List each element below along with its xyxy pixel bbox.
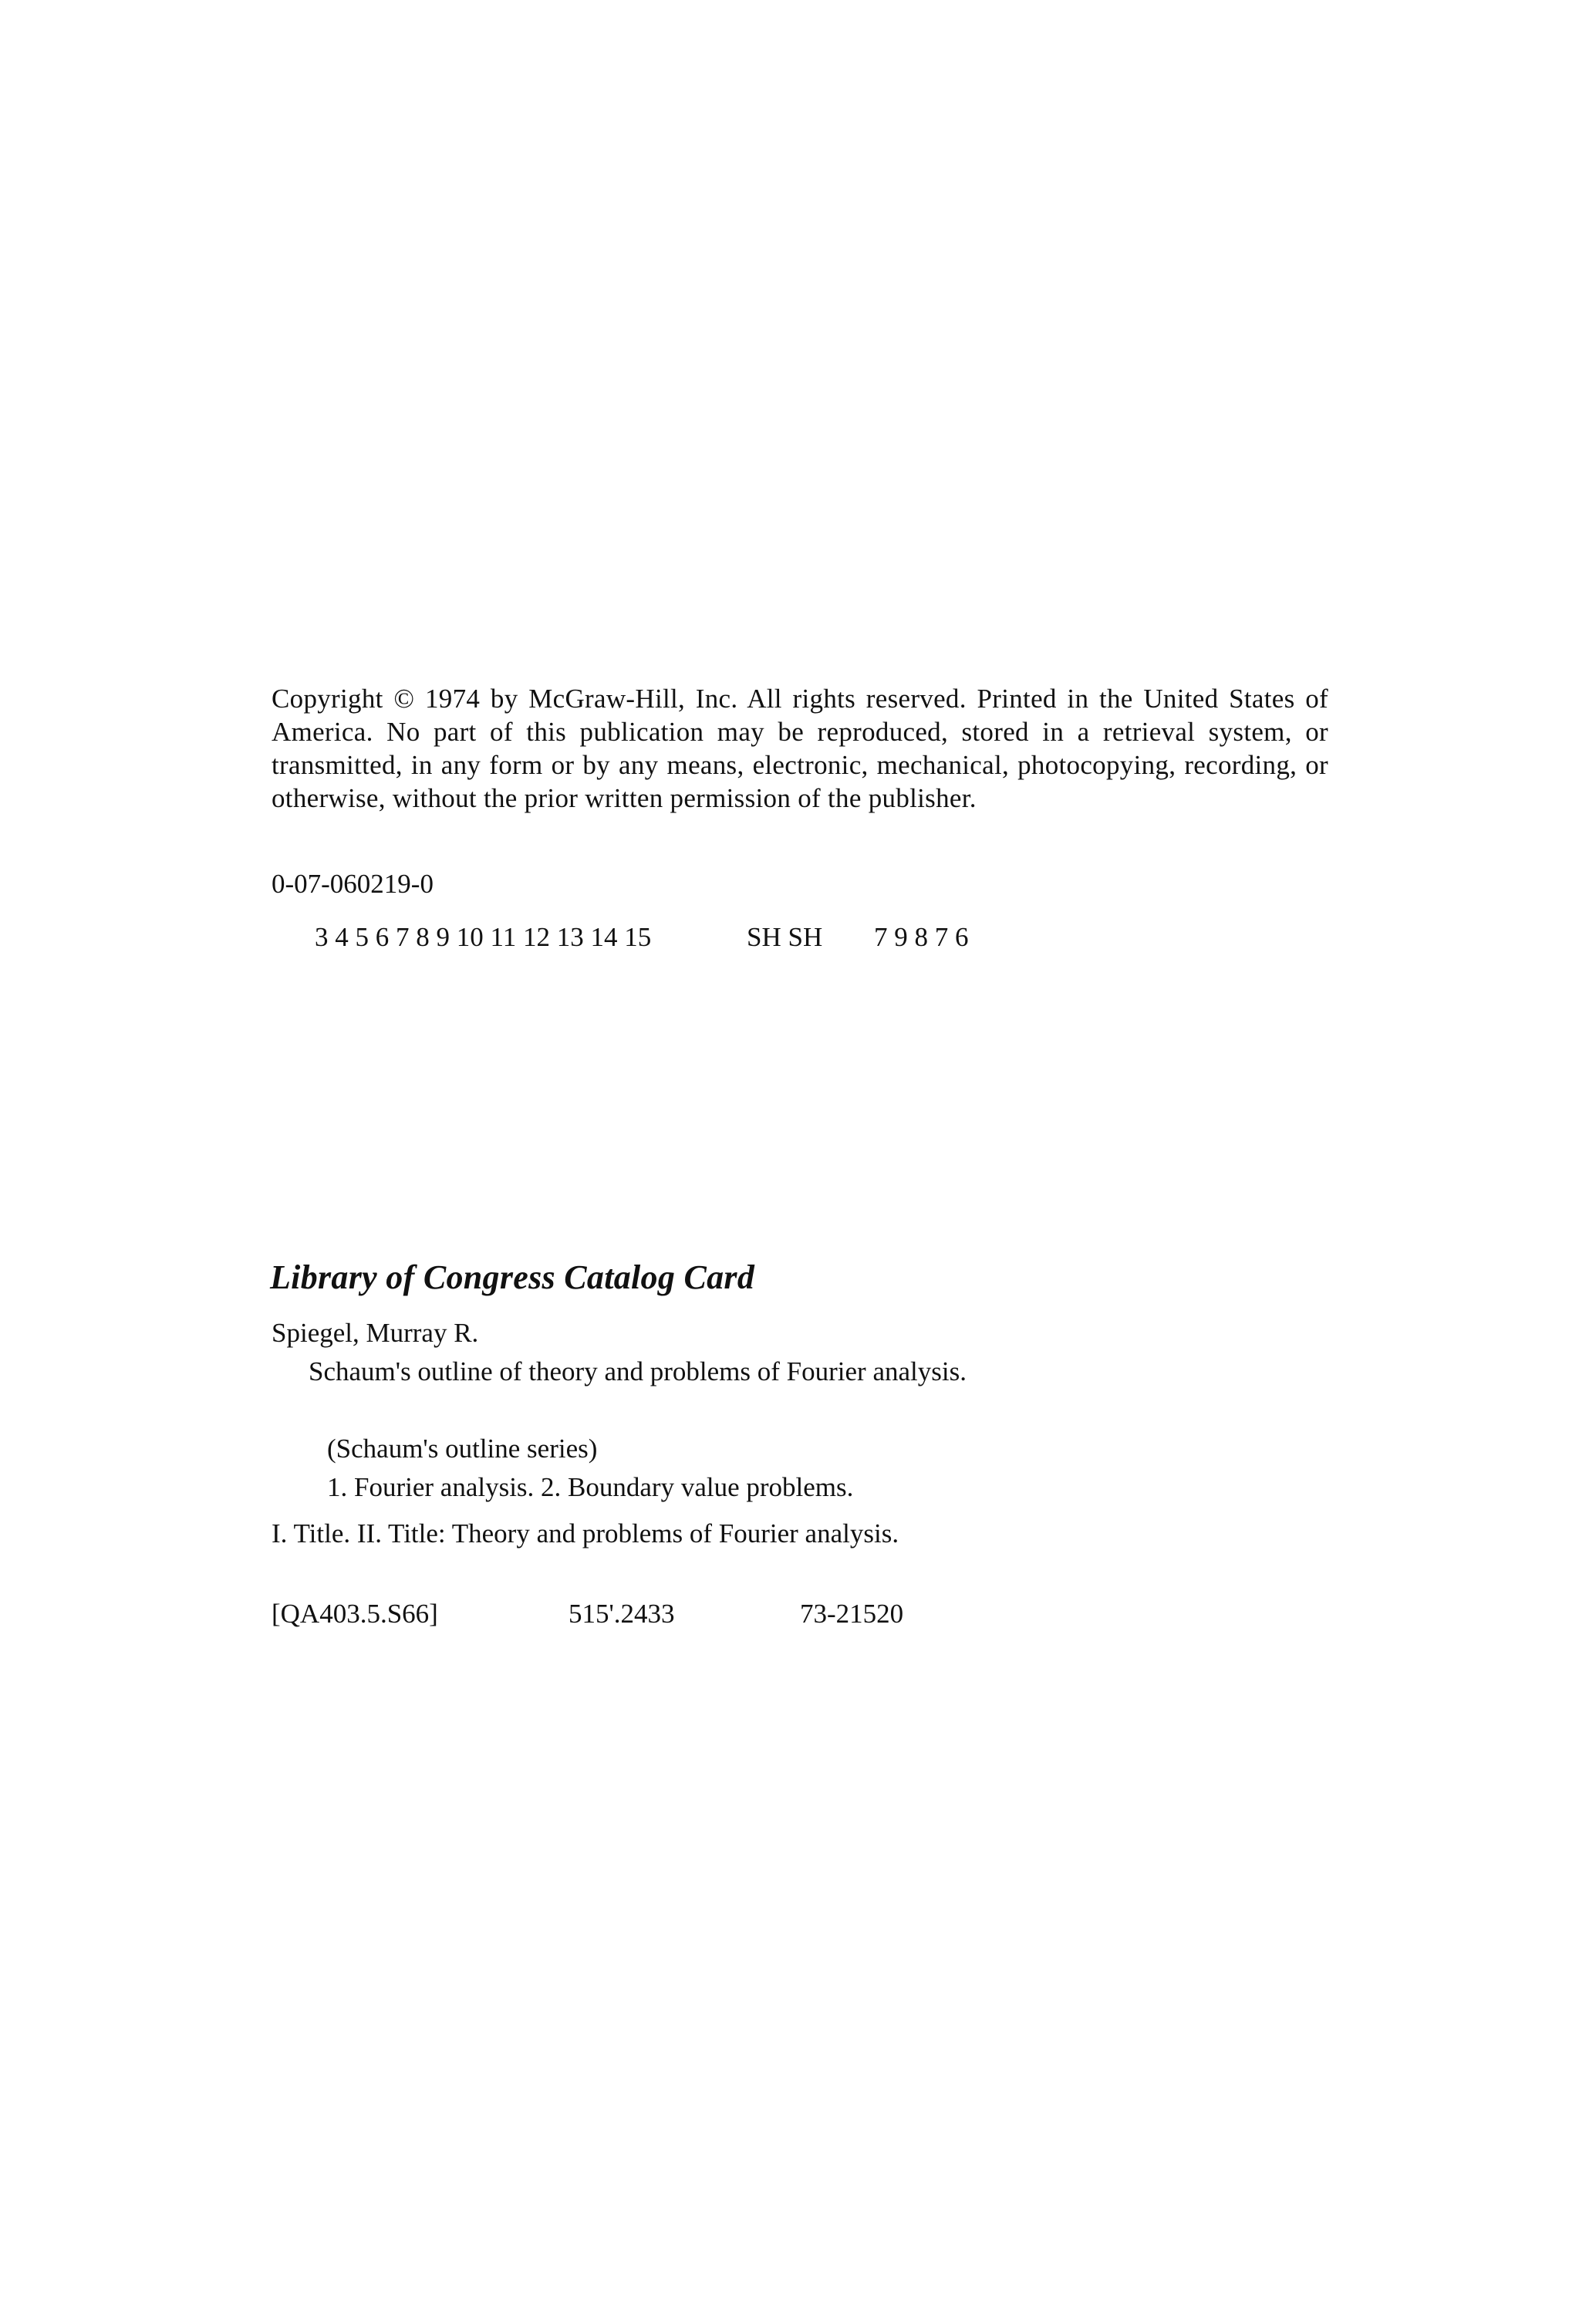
card-number: 73-21520: [800, 1599, 904, 1629]
call-number: [QA403.5.S66]: [272, 1599, 438, 1629]
catalog-classification: [272, 1597, 903, 1630]
printing-line: [315, 920, 969, 954]
copyright-paragraph: Copyright © 1974 by McGraw-Hill, Inc. All rights reserved. Printed in the United States of America. No part of this publication may be reproduced, stored in a retrieval system, or transmitted, in any form or by any means, electronic, mechanical, photocopying, recording, or otherwise, without the prior written permission of the publisher.: [272, 684, 1328, 813]
catalog-card-heading: Library of Congress Catalog Card: [270, 1258, 755, 1296]
printing-year-digits: 7 9 8 7 6: [874, 922, 969, 952]
copyright-notice: [272, 682, 1328, 815]
dewey-number: 515'.2433: [569, 1599, 675, 1629]
printing-code: SH SH: [747, 922, 823, 952]
catalog-added-titles: I. Title. II. Title: Theory and problems of Fourier analysis.: [272, 1518, 899, 1548]
isbn: 0-07-060219-0: [272, 869, 434, 899]
printing-numbers: 3 4 5 6 7 8 9 10 11 12 13 14 15: [315, 922, 652, 952]
catalog-series: (Schaum's outline series): [327, 1434, 598, 1464]
catalog-description: Schaum's outline of theory and problems of Fourier analysis.: [309, 1356, 967, 1386]
catalog-author: Spiegel, Murray R.: [272, 1318, 479, 1348]
catalog-subjects: 1. Fourier analysis. 2. Boundary value problems.: [327, 1472, 854, 1502]
